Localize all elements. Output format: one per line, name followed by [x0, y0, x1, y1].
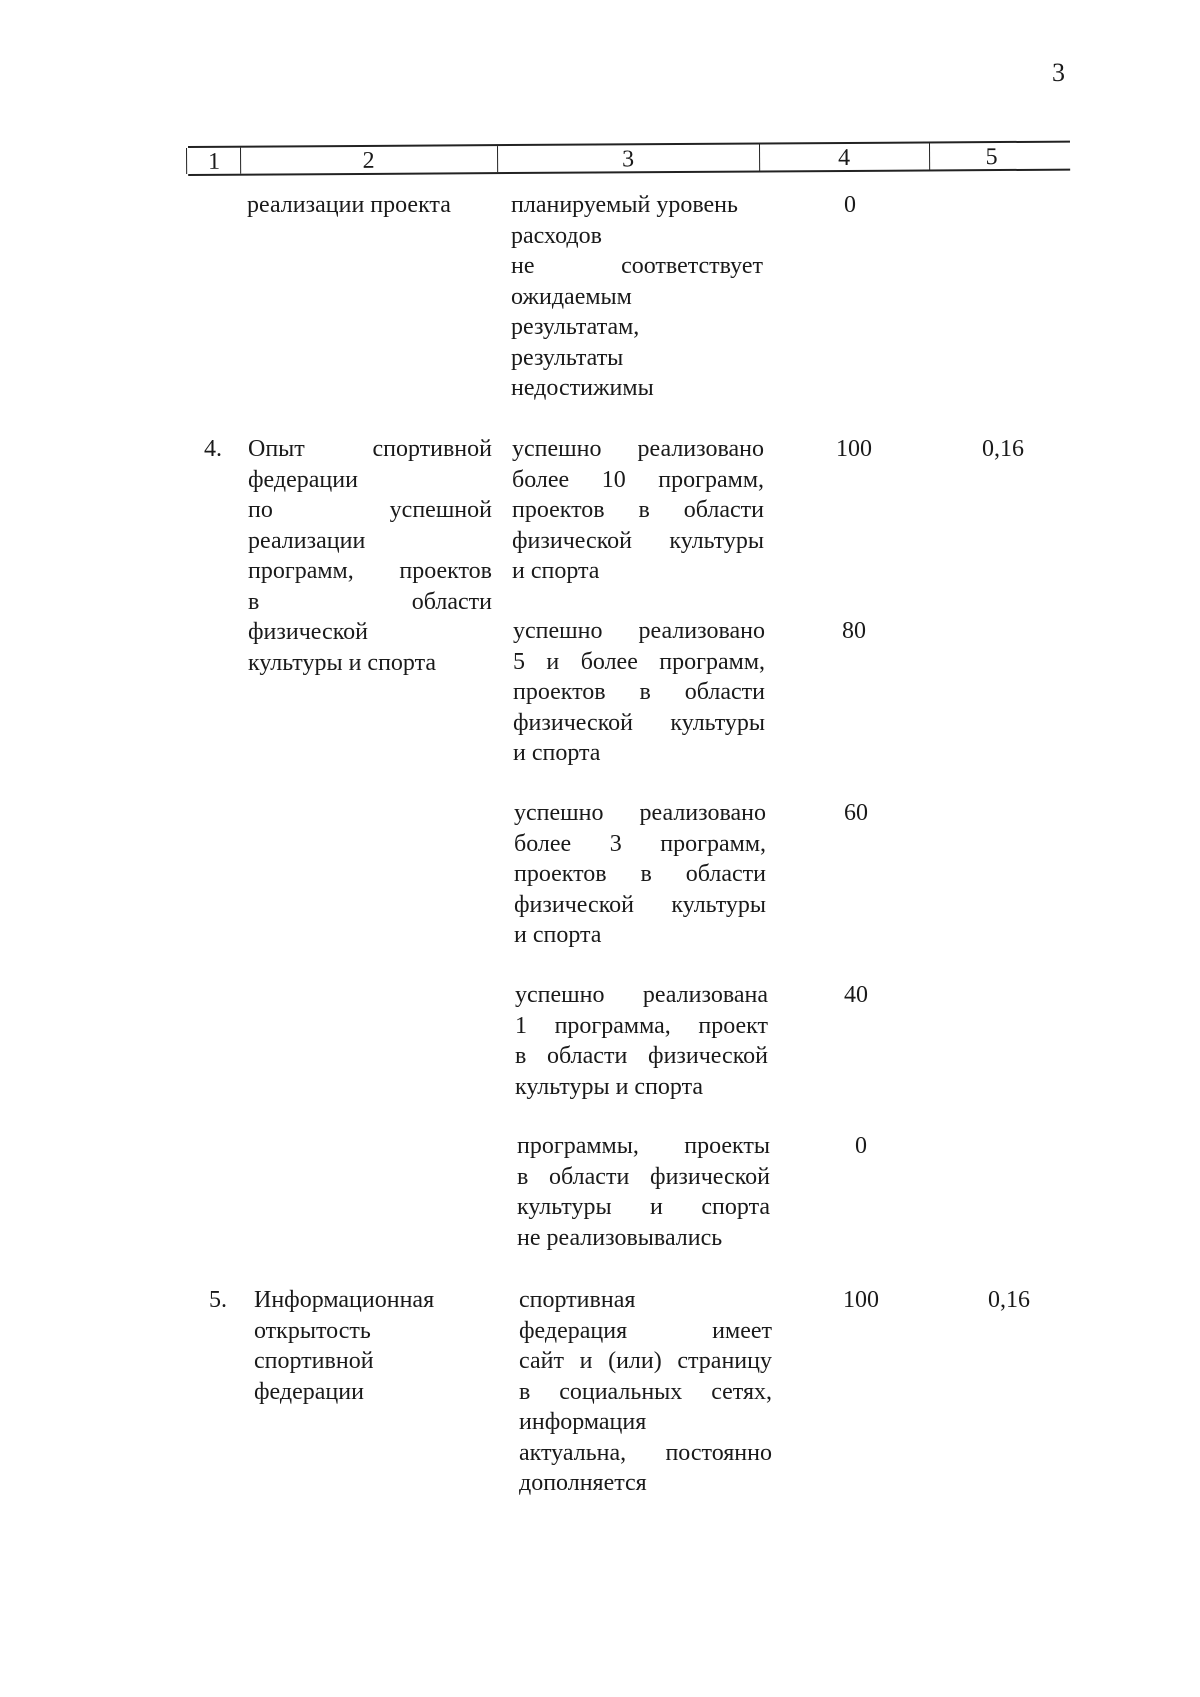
option-line: спортивная: [519, 1287, 636, 1313]
option-line: физической культуры: [513, 709, 765, 736]
option-line: физической культуры: [512, 527, 764, 554]
points-value: 0: [844, 192, 856, 218]
option-line: федерация имеет: [519, 1317, 772, 1344]
option-line: информация: [519, 1409, 647, 1435]
option-line: успешно реализована: [515, 982, 768, 1008]
points-value: 40: [844, 982, 868, 1008]
option-line: недостижимы: [511, 375, 654, 401]
option-line: не реализовывались: [517, 1224, 723, 1251]
option-line: ожидаемым: [511, 283, 632, 310]
option-line: культуры и спорта: [517, 1194, 770, 1220]
option-line: в области физической: [515, 1043, 768, 1069]
header-col-1: 1: [208, 148, 221, 175]
criterion-text: [254, 1285, 494, 1407]
option-line: проектов в области: [513, 679, 765, 705]
option-line: и спорта: [512, 558, 600, 584]
criterion-line: федерации: [254, 1378, 364, 1405]
criterion-line: программ, проектов: [248, 558, 492, 584]
option-line: культуры и спорта: [515, 1073, 704, 1100]
option-line: дополняется: [519, 1470, 647, 1496]
criterion-line: спортивной: [254, 1348, 374, 1374]
column-divider: [186, 148, 187, 174]
criterion-line: реализации проекта: [247, 192, 451, 218]
option-line: в области физической: [517, 1163, 770, 1190]
points-value: 0: [855, 1133, 867, 1159]
option-line: планируемый уровень: [511, 192, 738, 218]
points-value: 100: [843, 1287, 879, 1313]
option-line: сайт и (или) страницу: [519, 1348, 772, 1374]
header-col-5: 5: [985, 144, 998, 171]
option-text: [515, 980, 768, 1102]
criterion-line: в области: [248, 588, 492, 615]
criterion-line: культуры и спорта: [248, 649, 437, 676]
criterion-line: физической: [248, 619, 368, 645]
option-line: успешно реализовано: [514, 800, 766, 826]
option-line: результаты: [511, 344, 624, 371]
criterion-text: [247, 190, 487, 221]
weight-value: 0,16: [982, 436, 1024, 462]
option-line: расходов: [511, 222, 602, 249]
option-line: более 3 программ,: [514, 830, 766, 857]
option-text: [511, 190, 763, 404]
page-number: 3: [1052, 58, 1065, 87]
criterion-line: по успешной: [248, 497, 492, 523]
points-value: 80: [842, 618, 866, 644]
option-line: актуальна, постоянно: [519, 1439, 772, 1466]
criterion-text: [248, 434, 492, 678]
header-col-3: 3: [622, 146, 635, 173]
row-index: 4.: [204, 436, 222, 462]
criterion-line: Информационная: [254, 1287, 435, 1313]
option-line: проектов в области: [512, 497, 764, 523]
option-line: более 10 программ,: [512, 466, 764, 493]
option-line: проектов в области: [514, 861, 766, 887]
header-col-4: 4: [838, 144, 851, 172]
row-index: 5.: [209, 1287, 227, 1313]
option-line: 1 программа, проект: [515, 1012, 768, 1039]
option-text: [519, 1285, 772, 1499]
option-line: успешно реализовано: [512, 436, 764, 462]
option-text: [514, 798, 766, 951]
criterion-line: реализации: [248, 527, 366, 554]
criterion-line: Опыт спортивной: [248, 436, 492, 462]
option-line: 5 и более программ,: [513, 648, 765, 675]
option-line: результатам,: [511, 314, 640, 340]
option-text: [513, 616, 765, 769]
option-line: в социальных сетях,: [519, 1378, 772, 1405]
criterion-line: открытость: [254, 1317, 371, 1344]
table-header-row: [188, 141, 1070, 176]
option-line: и спорта: [513, 740, 601, 766]
points-value: 60: [844, 800, 868, 826]
option-line: не соответствует: [511, 253, 763, 279]
option-line: и спорта: [514, 922, 602, 948]
option-text: [517, 1131, 770, 1253]
option-line: успешно реализовано: [513, 618, 765, 644]
criterion-line: федерации: [248, 466, 358, 493]
header-col-2: 2: [362, 147, 375, 174]
option-line: физической культуры: [514, 891, 766, 918]
weight-value: 0,16: [988, 1287, 1030, 1313]
option-line: программы, проекты: [517, 1133, 770, 1159]
option-text: [512, 434, 764, 587]
points-value: 100: [836, 436, 872, 462]
